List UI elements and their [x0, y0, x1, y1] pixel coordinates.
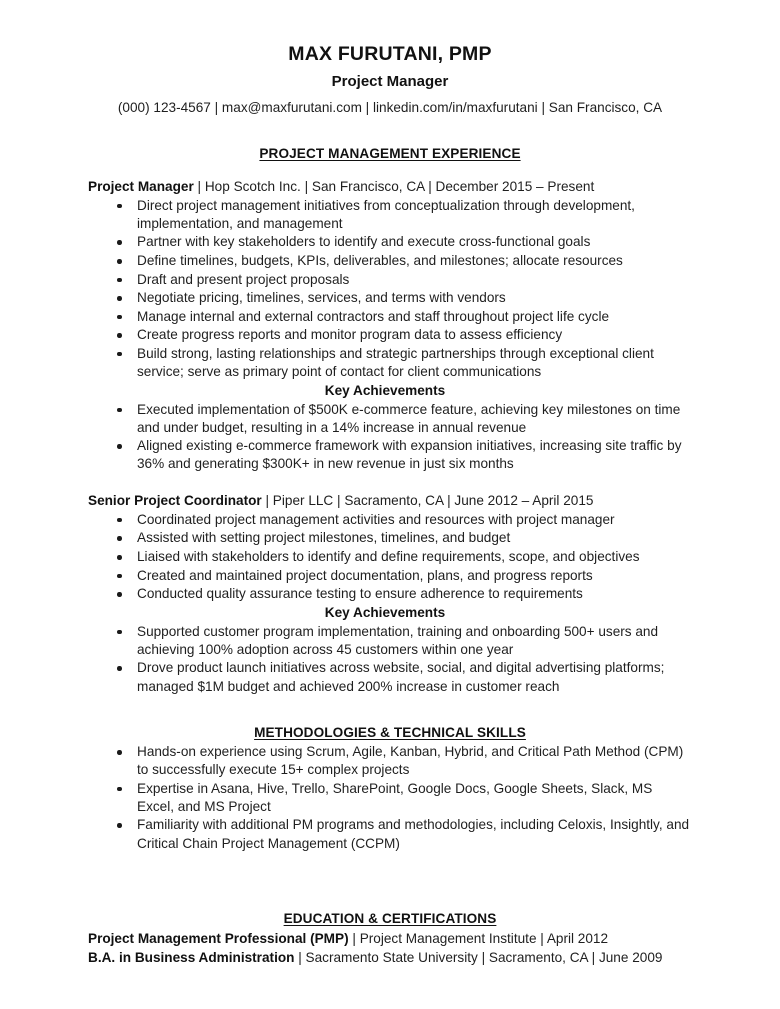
- skills-list: [88, 743, 692, 852]
- key-achievements-label: Key Achievements: [324, 382, 446, 398]
- spacer: [88, 696, 692, 725]
- list-item: Define timelines, budgets, KPIs, deliverables, and milestones; allocate resources: [88, 252, 692, 270]
- key-achievements-label: Key Achievements: [324, 604, 446, 620]
- list-item: Draft and present project proposals: [88, 271, 692, 289]
- list-item: Conducted quality assurance testing to ensure adherence to requirements: [88, 585, 692, 603]
- list-item: Executed implementation of $500K e-commerce feature, achieving key milestones on time and under budget, resulting in a 14% increase in annual revenue: [88, 401, 692, 437]
- candidate-name: MAX FURUTANI, PMP: [288, 43, 492, 65]
- list-item: Partner with key stakeholders to identify and execute cross-functional goals: [88, 233, 692, 251]
- contact-line: (000) 123-4567 | max@maxfurutani.com | linkedin.com/in/maxfurutani | San Francisco, CA: [117, 100, 663, 116]
- education-entry: [88, 929, 692, 948]
- list-item: Manage internal and external contractors and staff throughout project life cycle: [88, 308, 692, 326]
- spacer: [88, 474, 692, 492]
- job-responsibility-list: [88, 197, 692, 381]
- education-entry: [88, 948, 692, 967]
- list-item: Create progress reports and monitor program data to assess efficiency: [88, 326, 692, 344]
- section-heading-experience: PROJECT MANAGEMENT EXPERIENCE: [259, 145, 521, 161]
- job-title: Senior Project Coordinator: [88, 492, 262, 508]
- list-item: Direct project management initiatives from conceptualization through development, implementation, and management: [88, 197, 692, 233]
- education-credential: B.A. in Business Administration: [88, 950, 295, 966]
- education-meta: | Project Management Institute | April 2012: [348, 931, 609, 947]
- list-item: Aligned existing e-commerce framework with expansion initiatives, increasing site traffic by 36% and generating $300K+ in new revenue in just six months: [88, 437, 692, 473]
- list-item: Build strong, lasting relationships and strategic partnerships through exceptional client service; serve as primary point of contact for client communications: [88, 345, 692, 381]
- resume-document: [88, 42, 692, 967]
- section-heading-skills: METHODOLOGIES & TECHNICAL SKILLS: [254, 725, 526, 741]
- list-item: Supported customer program implementation, training and onboarding 500+ users and achieving 100% adoption across 45 customers within one year: [88, 623, 692, 659]
- job-meta: | Piper LLC | Sacramento, CA | June 2012 – April 2015: [261, 492, 594, 508]
- spacer: [88, 853, 692, 911]
- job-entry: [88, 178, 692, 474]
- section-heading-education: EDUCATION & CERTIFICATIONS: [283, 911, 497, 927]
- list-item: Negotiate pricing, timelines, services, and terms with vendors: [88, 289, 692, 307]
- job-achievement-list: [88, 623, 692, 696]
- list-item: Expertise in Asana, Hive, Trello, SharePoint, Google Docs, Google Sheets, Slack, MS Excel, and MS Project: [88, 780, 692, 816]
- list-item: Coordinated project management activities and resources with project manager: [88, 511, 692, 529]
- list-item: Familiarity with additional PM programs and methodologies, including Celoxis, Insightly, and Critical Chain Project Management (CCPM): [88, 816, 692, 852]
- job-responsibility-list: [88, 511, 692, 603]
- education-credential: Project Management Professional (PMP): [88, 931, 349, 947]
- list-item: Liaised with stakeholders to identify and define requirements, scope, and objectives: [88, 548, 692, 566]
- list-item: Hands-on experience using Scrum, Agile, Kanban, Hybrid, and Critical Path Method (CPM) to successfully execute 15+ complex projects: [88, 743, 692, 779]
- job-header-line: [88, 492, 692, 510]
- list-item: Created and maintained project documentation, plans, and progress reports: [88, 567, 692, 585]
- job-achievement-list: [88, 401, 692, 474]
- education-meta: | Sacramento State University | Sacramento, CA | June 2009: [294, 950, 663, 966]
- job-entry: [88, 492, 692, 696]
- job-meta: | Hop Scotch Inc. | San Francisco, CA | December 2015 – Present: [193, 178, 595, 194]
- job-header-line: [88, 178, 692, 196]
- list-item: Drove product launch initiatives across website, social, and digital advertising platforms; managed $1M budget and achieved 200% increase in customer reach: [88, 659, 692, 695]
- candidate-job-title: Project Manager: [331, 73, 449, 91]
- job-title: Project Manager: [88, 178, 194, 194]
- list-item: Assisted with setting project milestones, timelines, and budget: [88, 529, 692, 547]
